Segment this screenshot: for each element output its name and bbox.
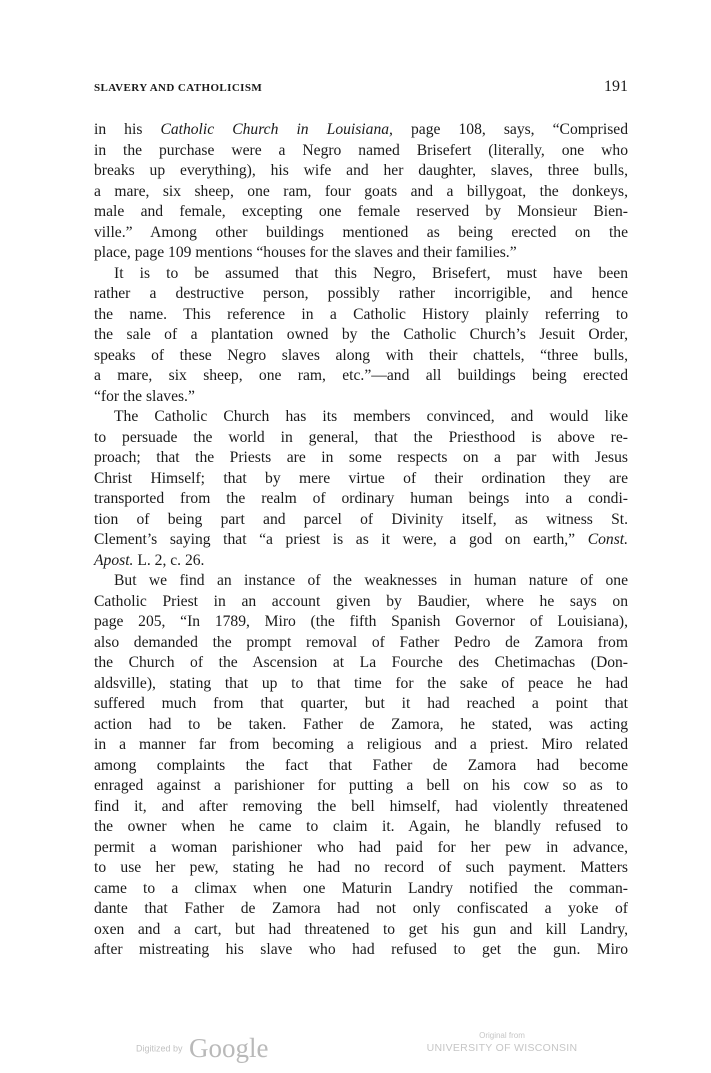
text-line: proach; that the Priests are in some respects on a par with Jesus	[94, 449, 628, 466]
text-line: came to a climax when one Maturin Landry notified the comman-	[94, 879, 628, 897]
paragraph-start-line: But we find an instance of the weaknesses in human nature of one	[114, 572, 628, 589]
text-line: find it, and after removing the bell himself, had violently threatened	[94, 797, 628, 815]
text-line: in the purchase were a Negro named Brisefert (literally, one who	[94, 141, 628, 159]
italic-citation: Const.	[587, 531, 628, 548]
text-line: action had to be taken. Father de Zamora, he stated, was acting	[94, 715, 628, 733]
text-segment: page 108, says, “Comprised	[392, 121, 628, 138]
text-line: to persuade the world in general, that the Priesthood is above re-	[94, 428, 628, 446]
digitized-by-label: Digitized by	[136, 1043, 183, 1054]
text-line: oxen and a cart, but had threatened to get his gun and kill Landry,	[94, 920, 628, 938]
text-line: dante that Father de Zamora had not only confiscated a yoke of	[94, 900, 628, 917]
text-line: among complaints the fact that Father de Zamora had become	[94, 756, 628, 774]
body-text	[94, 120, 628, 961]
text-line: speaks of these Negro slaves along with their chattels, “three bulls,	[94, 346, 628, 364]
text-line: Christ Himself; that by mere virtue of their ordination they are	[94, 469, 628, 487]
text-line	[94, 120, 628, 141]
text-line: enraged against a parishioner for putting a bell on his cow so as to	[94, 777, 628, 794]
text-line: the owner when he came to claim it. Again, he blandly refused to	[94, 818, 628, 835]
running-title: SLAVERY AND CATHOLICISM	[94, 82, 263, 94]
text-line: the sale of a plantation owned by the Catholic Church’s Jesuit Order,	[94, 326, 628, 343]
text-line: Catholic Priest in an account given by Baudier, where he says on	[94, 592, 628, 610]
scan-footer	[0, 1025, 711, 1065]
digitized-by-google	[136, 1033, 268, 1064]
text-segment: in his	[94, 121, 161, 138]
paragraph-start-line: It is to be assumed that this Negro, Brisefert, must have been	[114, 264, 628, 282]
text-line: in a manner far from becoming a religious and a priest. Miro related	[94, 736, 628, 753]
text-line: a mare, six sheep, one ram, etc.”—and all buildings being erected	[94, 367, 628, 384]
italic-citation: Apost.	[94, 551, 134, 569]
text-segment: Clement’s saying that “a priest is as it were, a god on earth,”	[94, 531, 588, 548]
text-line: after mistreating his slave who had refused to get the gun. Miro	[94, 941, 628, 958]
running-head	[94, 78, 628, 100]
original-source	[418, 1031, 586, 1054]
paragraph-start-line: The Catholic Church has its members convinced, and would like	[114, 408, 628, 425]
page-number: 191	[604, 78, 628, 95]
text-line	[94, 551, 628, 572]
text-line: male and female, excepting one female reserved by Monsieur Bien-	[94, 203, 628, 220]
text-line: place, page 109 mentions “houses for the slaves and their families.”	[94, 244, 517, 261]
original-from-label: Original from	[479, 1031, 525, 1040]
text-segment: L. 2, c. 26.	[133, 551, 205, 569]
text-line: tion of being part and parcel of Divinity itself, as witness St.	[94, 510, 628, 528]
text-line: ville.” Among other buildings mentioned as being erected on the	[94, 223, 628, 241]
text-line: page 205, “In 1789, Miro (the fifth Spanish Governor of Louisiana),	[94, 613, 628, 630]
text-line: the Church of the Ascension at La Fourche des Chetimachas (Don-	[94, 654, 628, 671]
text-line: to use her pew, stating he had no record of such payment. Matters	[94, 859, 628, 876]
text-line	[94, 530, 628, 551]
text-line: suffered much from that quarter, but it had reached a point that	[94, 695, 628, 712]
text-line: rather a destructive person, possibly rather incorrigible, and hence	[94, 285, 628, 302]
text-line: also demanded the prompt removal of Father Pedro de Zamora from	[94, 633, 628, 651]
text-line: a mare, six sheep, one ram, four goats and a billygoat, the donkeys,	[94, 182, 628, 200]
text-line: breaks up everything), his wife and her daughter, slaves, three bulls,	[94, 162, 628, 179]
text-line: aldsville), stating that up to that time for the sake of peace he had	[94, 674, 628, 692]
italic-book-title: Catholic Church in Louisiana,	[160, 121, 393, 138]
university-name: UNIVERSITY OF WISCONSIN	[426, 1042, 578, 1054]
google-logo: Google	[188, 1033, 269, 1063]
text-line: the name. This reference in a Catholic History plainly referring to	[94, 305, 628, 323]
text-line: permit a woman parishioner who had paid for her pew in advance,	[94, 838, 628, 856]
text-line: “for the slaves.”	[94, 387, 195, 405]
text-line: transported from the realm of ordinary human beings into a condi-	[94, 490, 628, 507]
